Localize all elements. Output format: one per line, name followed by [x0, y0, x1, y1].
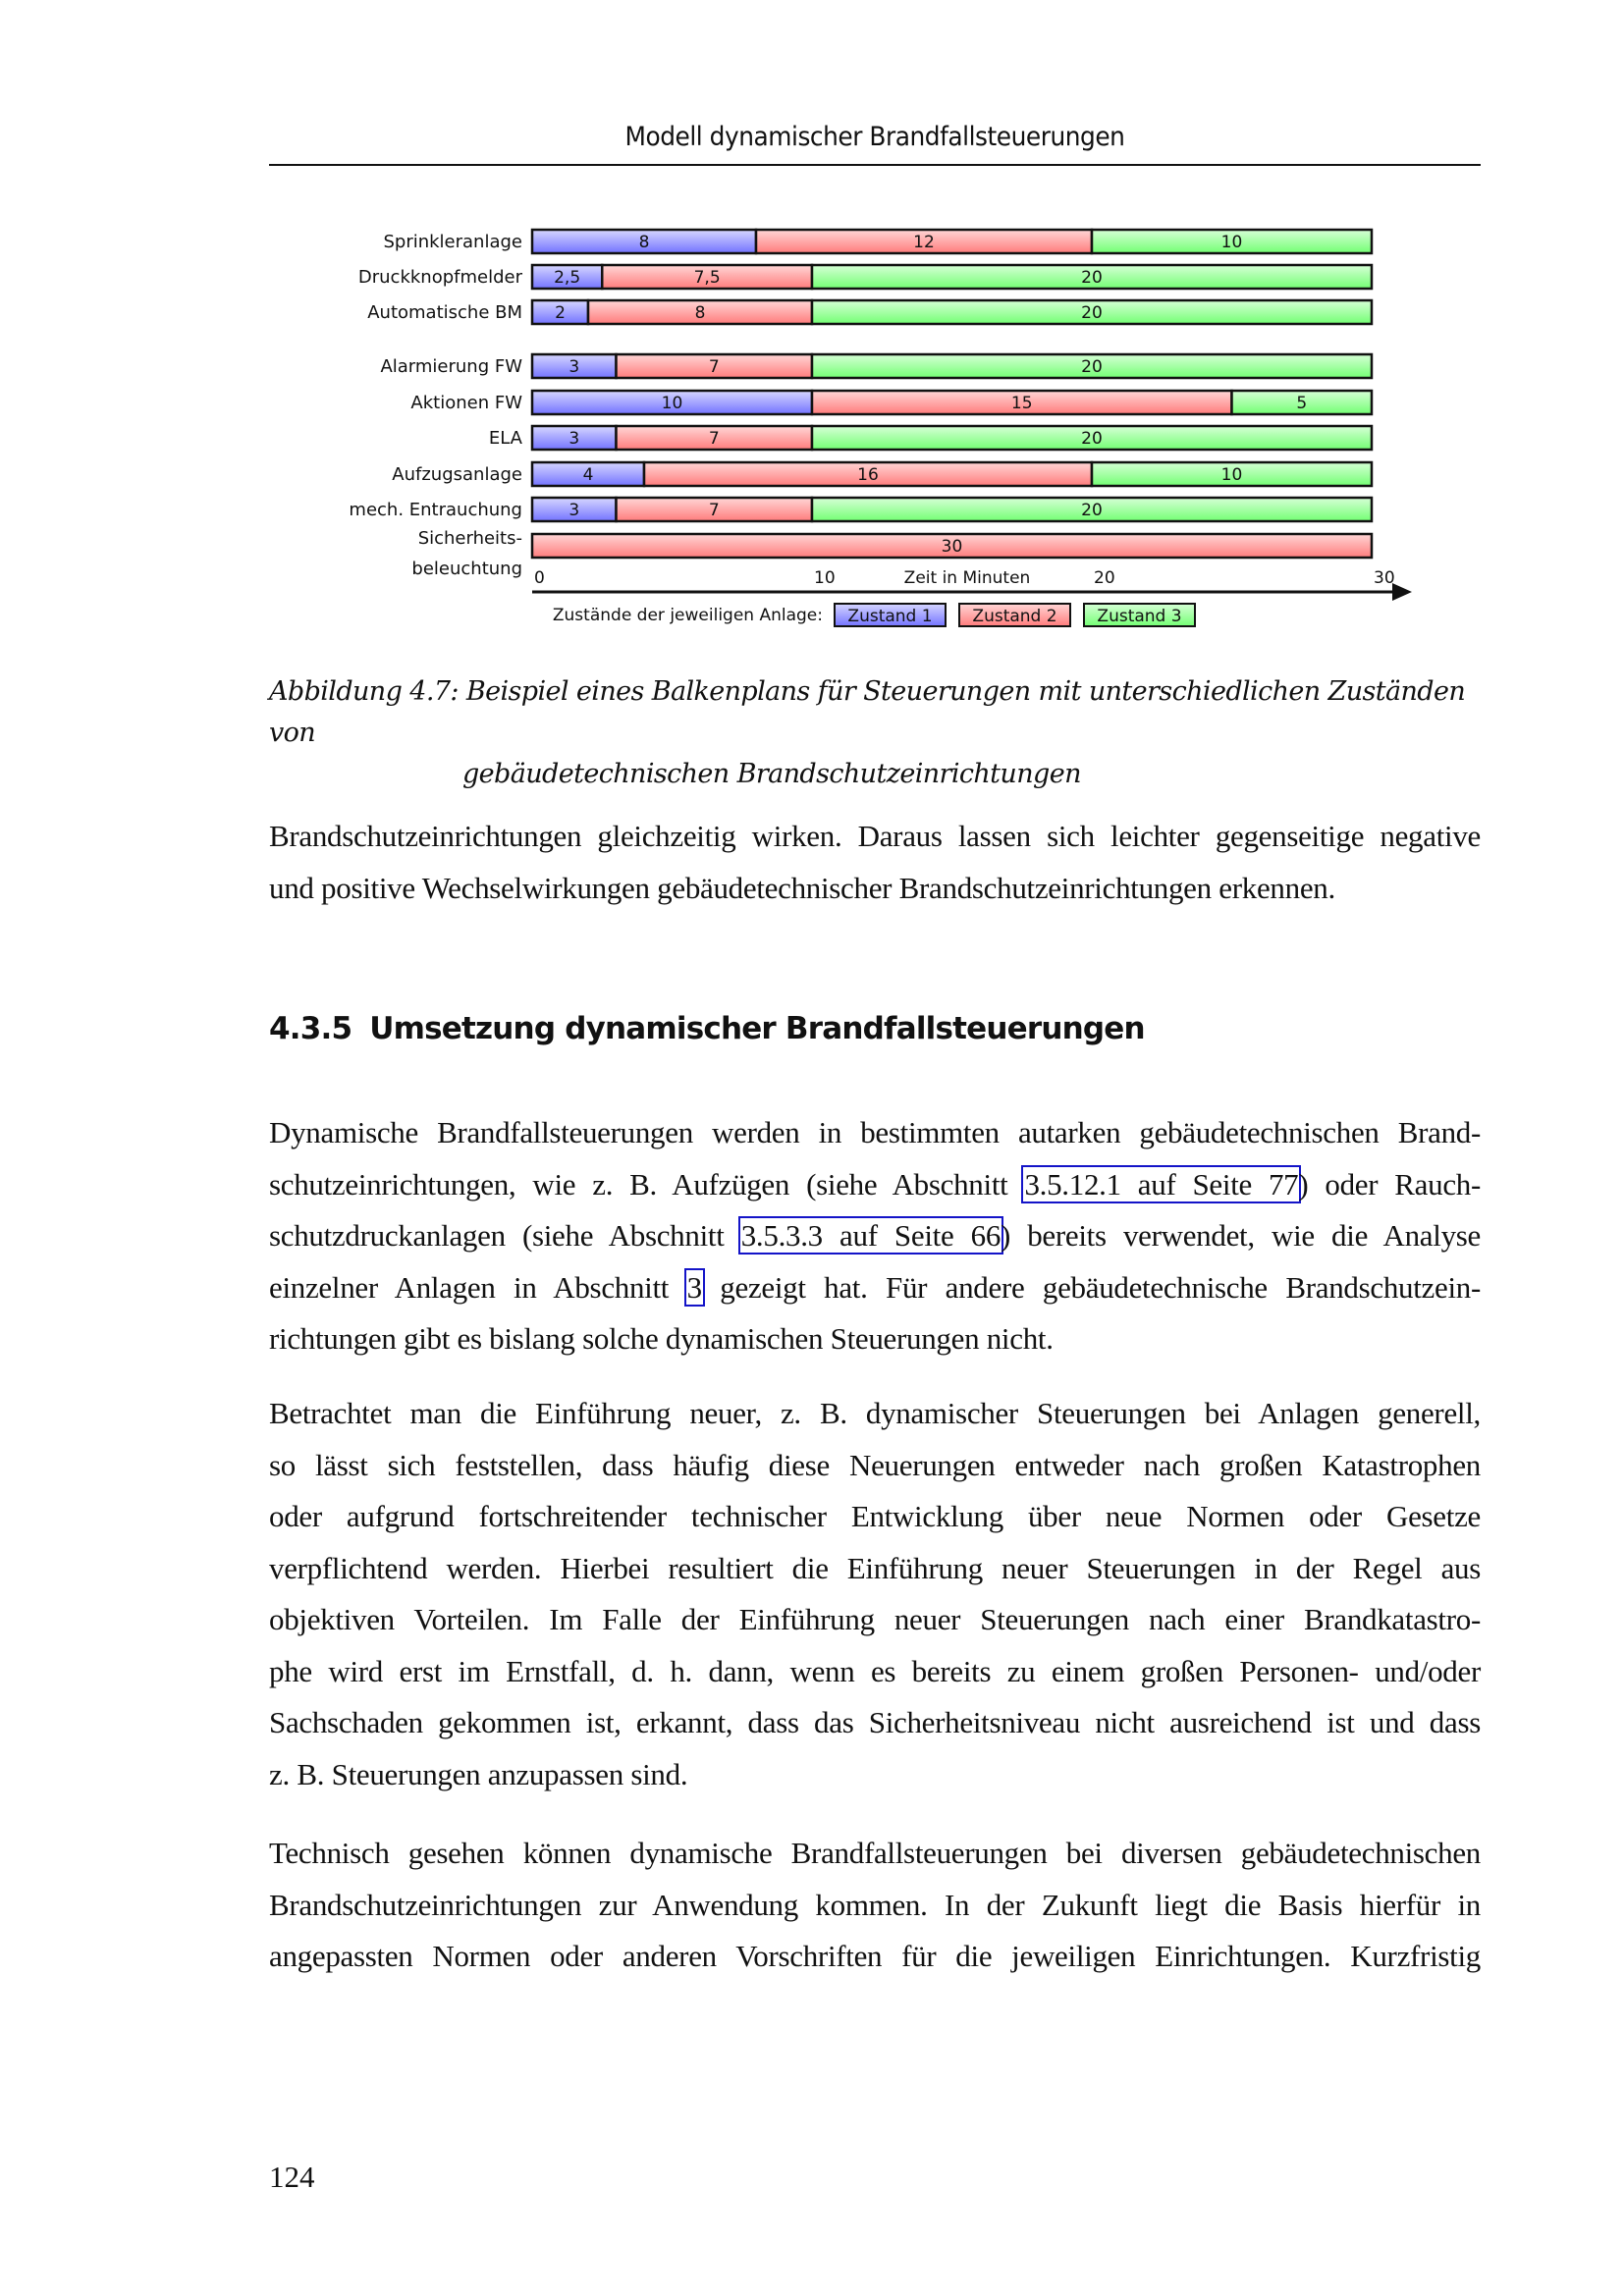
segment-value-label: 8 — [694, 303, 706, 323]
text-line: Betrachtet man die Einführung neuer, z. B. dynamischer Steuerungen bei Anlagen generell, — [269, 1396, 1481, 1430]
x-tick-label: 10 — [814, 568, 836, 588]
row-label: ELA — [488, 428, 522, 449]
page-number: 124 — [269, 2160, 315, 2194]
segment-value-label: 20 — [1081, 429, 1103, 449]
text-fragment: schutzdruckanlagen (siehe Abschnitt — [269, 1218, 741, 1253]
text-line: so lässt sich feststellen, dass häufig diese Neuerungen entweder nach großen Katastrophen — [269, 1447, 1481, 1482]
paragraph-dynamic-controls — [269, 1107, 1481, 1365]
segment-value-label: 10 — [1220, 465, 1243, 485]
text-line: Sachschaden gekommen ist, erkannt, dass das Sicherheitsniveau nicht ausreichend ist und dass — [269, 1705, 1481, 1739]
text-line: verpflichtend werden. Hierbei resultiert die Einführung neuer Steuerungen in der Regel aus — [269, 1550, 1481, 1585]
segment-value-label: 20 — [1081, 268, 1103, 288]
cross-reference-link[interactable]: 3 — [684, 1268, 705, 1307]
segment-value-label: 3 — [568, 357, 580, 377]
section-heading — [269, 1011, 1145, 1046]
text-line: und positive Wechselwirkungen gebäudetechnischer Brandschutzeinrichtungen erkennen. — [269, 870, 1335, 905]
chart-legend — [553, 604, 1195, 626]
chart-row — [410, 391, 1372, 414]
chart-rows — [349, 230, 1372, 579]
text-fragment: ) oder Rauch- — [1298, 1166, 1481, 1201]
caption-line-1: Abbildung 4.7: Beispiel eines Balkenplans für Steuerungen mit unterschiedlichen Zuständen von — [269, 676, 1466, 748]
text-line — [269, 1262, 1481, 1314]
paragraph-technical-application — [269, 1828, 1481, 1983]
row-label: Automatische BM — [367, 302, 522, 323]
text-fragment: einzelner Anlagen in Abschnitt — [269, 1269, 687, 1305]
text-fragment: schutzeinrichtungen, wie z. B. Aufzügen (siehe Abschnitt — [269, 1166, 1025, 1201]
segment-value-label: 10 — [1220, 233, 1243, 252]
segment-value-label: 2,5 — [554, 268, 581, 288]
segment-value-label: 30 — [941, 537, 963, 557]
row-label: Sicherheits- — [417, 528, 522, 549]
row-label: Druckknopfmelder — [357, 267, 522, 288]
row-label: Sprinkleranlage — [383, 232, 522, 252]
text-line: richtungen gibt es bislang solche dynamischen Steuerungen nicht. — [269, 1321, 1054, 1356]
text-line: Brandschutzeinrichtungen gleichzeitig wirken. Daraus lassen sich leichter gegenseitige negative — [269, 819, 1481, 853]
x-tick-label: 30 — [1374, 568, 1395, 588]
chart-row — [380, 354, 1372, 378]
cross-reference-link[interactable]: 3.5.12.1 auf Seite 77 — [1021, 1165, 1301, 1203]
legend-entry-label: Zustand 3 — [1097, 607, 1182, 626]
text-line: Dynamische Brandfallsteuerungen werden in bestimmten autarken gebäudetechnischen Brand- — [269, 1115, 1481, 1149]
text-line: Technisch gesehen können dynamische Brandfallsteuerungen bei diversen gebäudetechnischen — [269, 1836, 1481, 1870]
x-axis-label: Zeit in Minuten — [903, 568, 1031, 588]
cross-reference-link[interactable]: 3.5.3.3 auf Seite 66 — [738, 1216, 1003, 1255]
row-label: Aufzugsanlage — [392, 464, 522, 485]
text-fragment: ) bereits verwendet, wie die Analyse — [1001, 1218, 1481, 1253]
text-line: phe wird erst im Ernstfall, d. h. dann, wenn es bereits zu einem großen Personen- und/oder — [269, 1653, 1481, 1688]
figure-caption — [269, 671, 1487, 795]
segment-value-label: 20 — [1081, 357, 1103, 377]
text-line — [269, 1159, 1481, 1211]
segment-value-label: 3 — [568, 501, 580, 520]
segment-value-label: 15 — [1010, 394, 1033, 413]
x-tick-label: 20 — [1094, 568, 1115, 588]
legend-entry-label: Zustand 1 — [847, 607, 933, 626]
caption-line-2: gebäudetechnischen Brandschutzeinrichtungen — [462, 759, 1081, 789]
row-label: beleuchtung — [411, 559, 522, 579]
text-line: objektiven Vorteilen. Im Falle der Einführung neuer Steuerungen nach einer Brandkatastro- — [269, 1602, 1481, 1636]
text-line: angepassten Normen oder anderen Vorschriften für die jeweiligen Einrichtungen. Kurzfristig — [269, 1939, 1481, 1973]
running-header: Modell dynamischer Brandfallsteuerungen — [624, 122, 1125, 152]
x-axis-arrowhead-icon — [1392, 583, 1412, 601]
segment-value-label: 16 — [857, 465, 879, 485]
segment-value-label: 20 — [1081, 501, 1103, 520]
section-title: Umsetzung dynamischer Brandfallsteuerungen — [369, 1011, 1145, 1046]
segment-value-label: 12 — [913, 233, 935, 252]
chart-row — [349, 498, 1372, 521]
legend-entry-label: Zustand 2 — [972, 607, 1057, 626]
chart-row — [392, 462, 1372, 486]
row-label: Alarmierung FW — [380, 356, 522, 377]
bar-plan-chart — [0, 0, 1624, 667]
x-tick-label: 0 — [534, 568, 545, 588]
legend-title: Zustände der jeweiligen Anlage: — [552, 606, 823, 625]
segment-value-label: 4 — [582, 465, 594, 485]
segment-value-label: 7,5 — [693, 268, 721, 288]
chart-row — [367, 300, 1372, 324]
chart-row — [383, 230, 1372, 253]
segment-value-label: 7 — [708, 429, 720, 449]
chart-row — [411, 528, 1372, 579]
paragraph-introduction-of-controls — [269, 1388, 1481, 1800]
chart-row — [358, 265, 1372, 289]
section-number: 4.3.5 — [269, 1011, 352, 1046]
segment-value-label: 3 — [568, 429, 580, 449]
segment-value-label: 5 — [1296, 394, 1308, 413]
segment-value-label: 10 — [661, 394, 683, 413]
text-line: z. B. Steuerungen anzupassen sind. — [269, 1756, 688, 1791]
text-line — [269, 1210, 1481, 1262]
chart-row — [489, 426, 1372, 450]
paragraph-continuation — [269, 811, 1481, 914]
segment-value-label: 7 — [708, 501, 720, 520]
segment-value-label: 7 — [708, 357, 720, 377]
row-label: Aktionen FW — [410, 393, 522, 413]
text-fragment: gezeigt hat. Für andere gebäudetechnische Brandschutzein- — [701, 1269, 1481, 1305]
segment-value-label: 2 — [555, 303, 566, 323]
row-label: mech. Entrauchung — [349, 500, 522, 520]
text-line: Brandschutzeinrichtungen zur Anwendung kommen. In der Zukunft liegt die Basis hierfür in — [269, 1887, 1481, 1922]
chart-axis — [532, 568, 1412, 601]
text-line: oder aufgrund fortschreitender technischer Entwicklung über neue Normen oder Gesetze — [269, 1499, 1481, 1533]
segment-value-label: 20 — [1081, 303, 1103, 323]
segment-value-label: 8 — [638, 233, 650, 252]
